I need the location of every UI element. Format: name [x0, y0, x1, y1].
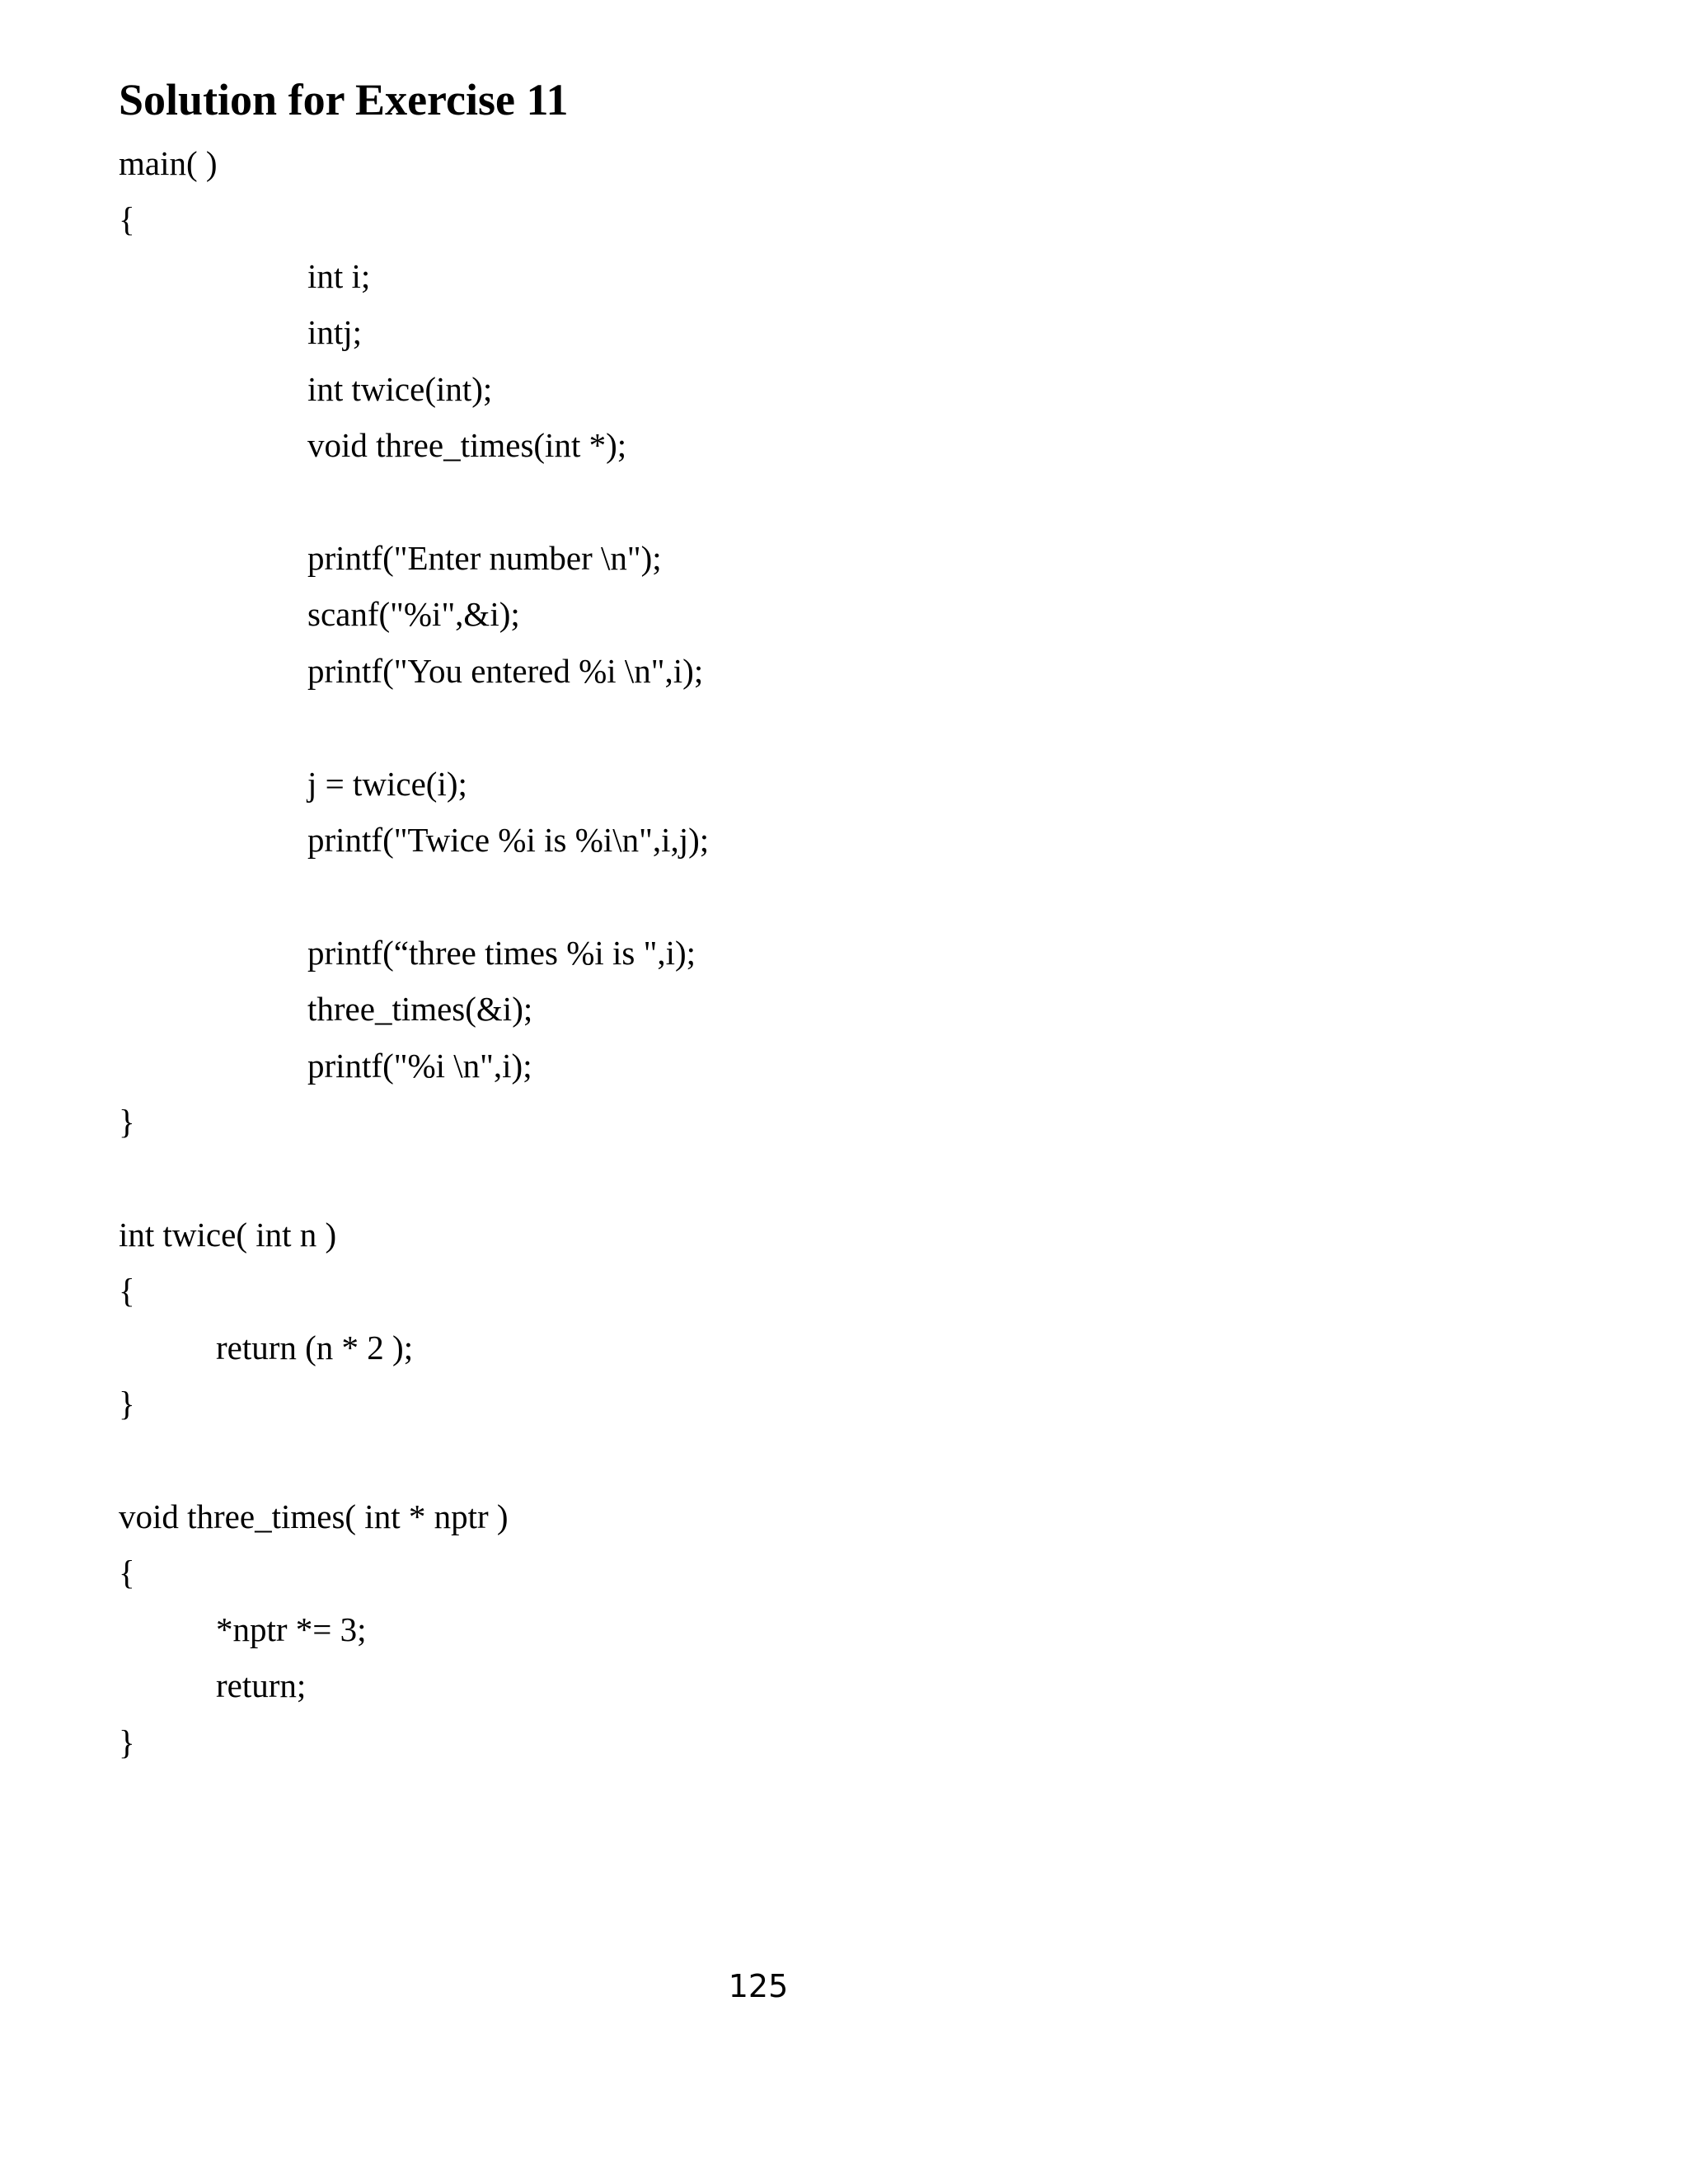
code-line: int twice(int); [307, 370, 493, 408]
code-line: void three_times(int *); [307, 426, 627, 464]
code-line-twice-signature: int twice( int n ) [119, 1216, 337, 1254]
code-line: three_times(&i); [307, 990, 533, 1028]
code-line: printf("Twice %i is %i\n",i,j); [307, 821, 710, 859]
code-line: printf(“three times %i is ",i); [307, 934, 696, 972]
code-line-three-times-open-brace: { [119, 1554, 135, 1591]
code-line: return; [216, 1666, 307, 1704]
code-line: *nptr *= 3; [216, 1610, 367, 1648]
code-line: printf("You entered %i \n",i); [307, 652, 704, 690]
code-line-main-close-brace: } [119, 1103, 135, 1141]
code-line-three-times-close-brace: } [119, 1723, 135, 1761]
code-line-three-times-signature: void three_times( int * nptr ) [119, 1497, 509, 1535]
code-line: int i; [307, 257, 371, 295]
code-line: scanf("%i",&i); [307, 595, 520, 633]
code-line-twice-open-brace: { [119, 1272, 135, 1310]
code-line: intj; [307, 313, 363, 351]
code-line: printf("%i \n",i); [307, 1047, 532, 1085]
code-line-main-open-brace: { [119, 200, 135, 238]
code-line: printf("Enter number \n"); [307, 539, 662, 577]
code-line: j = twice(i); [307, 765, 467, 803]
page-number: 125 [728, 1968, 789, 2004]
code-line-twice-close-brace: } [119, 1385, 135, 1422]
code-line: return (n * 2 ); [216, 1329, 414, 1366]
code-line-main-signature: main( ) [119, 144, 218, 182]
page-title: Solution for Exercise 11 [119, 75, 569, 124]
